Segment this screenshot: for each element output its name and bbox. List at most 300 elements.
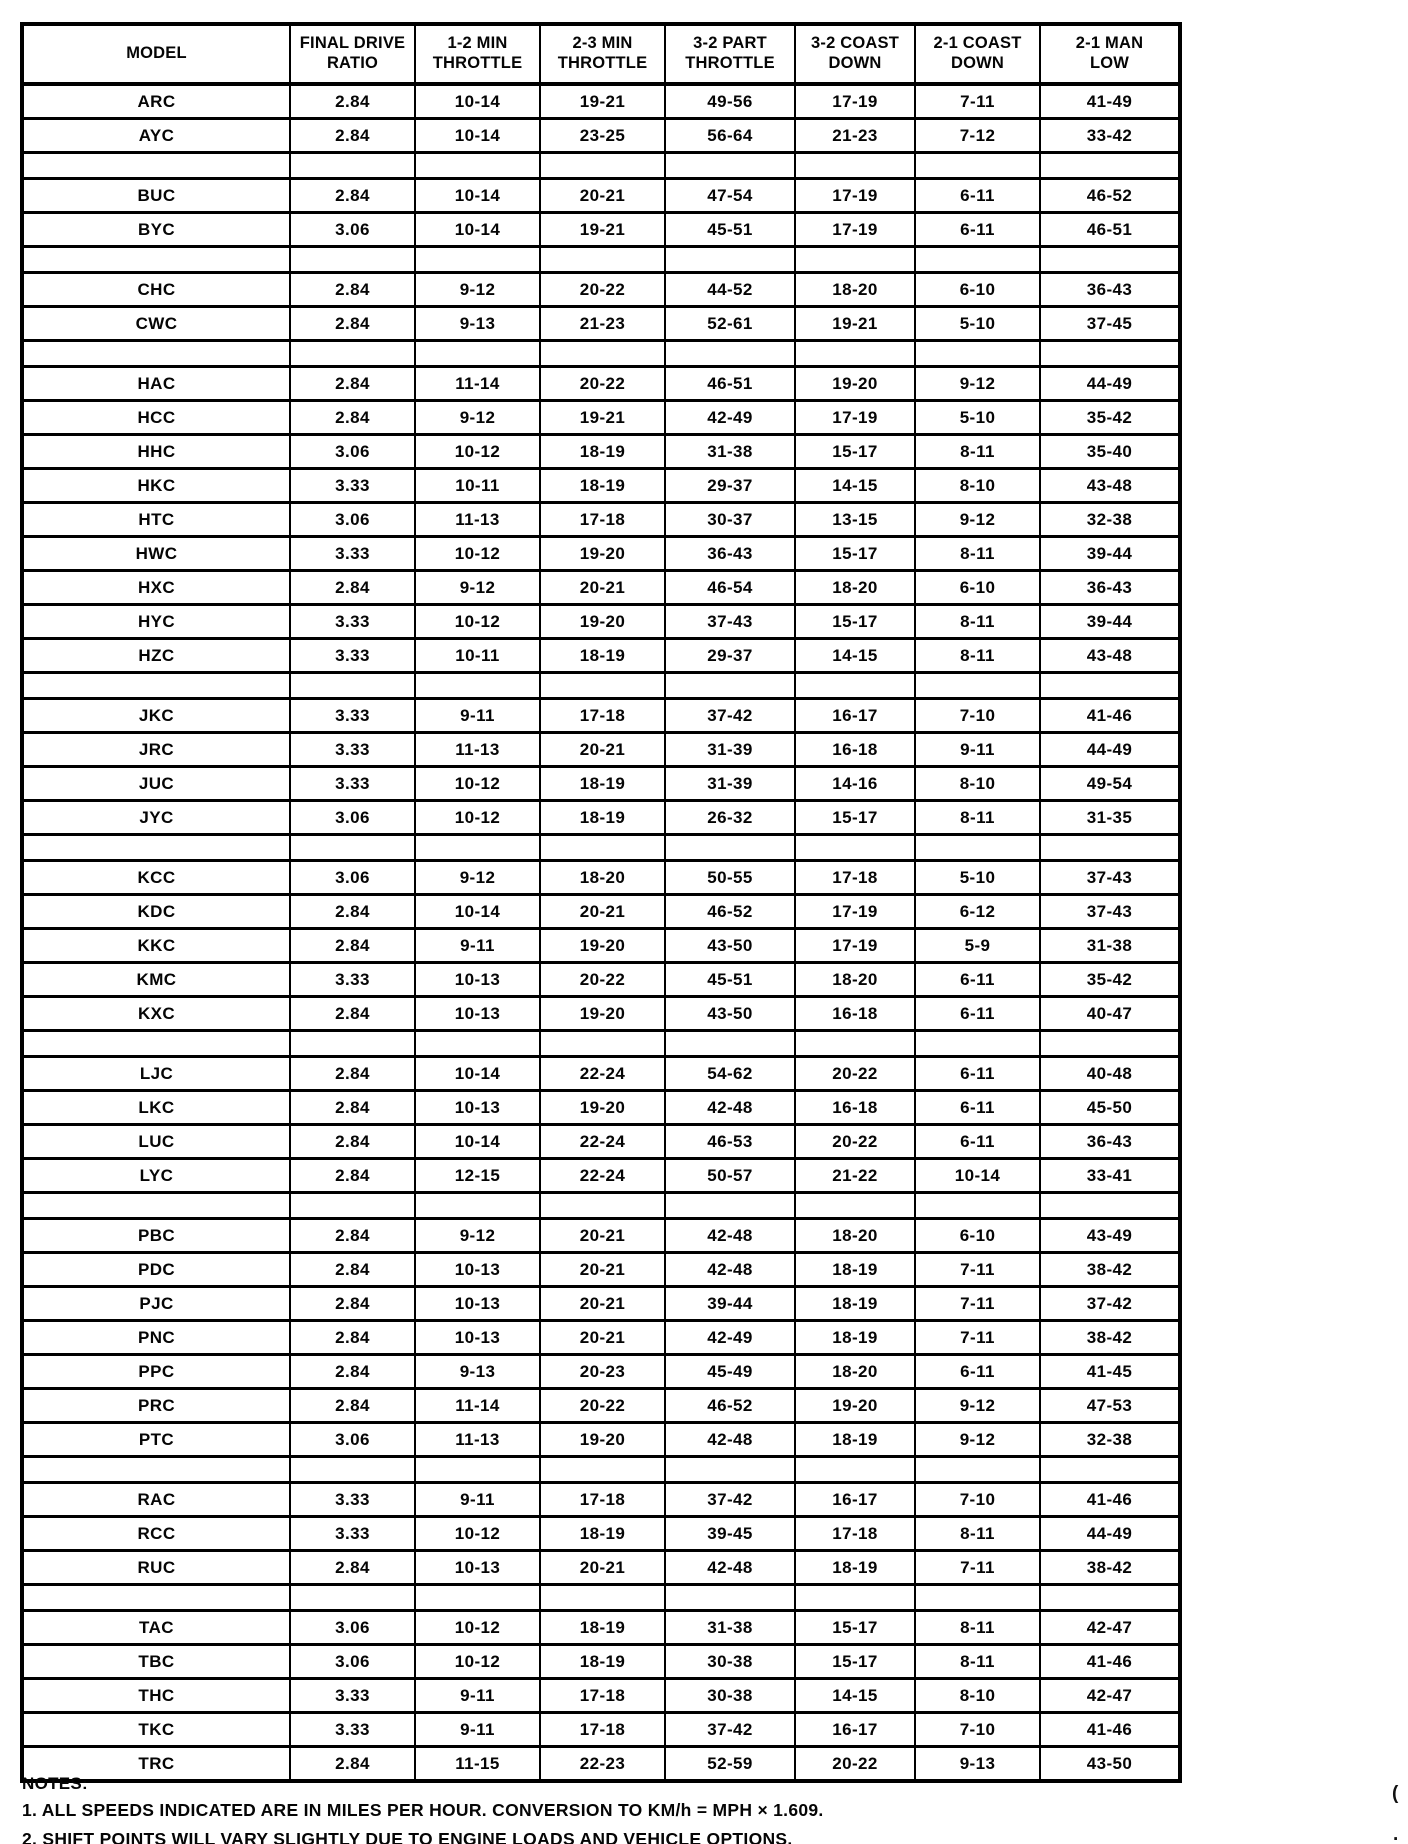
model-cell: LUC	[22, 1125, 290, 1159]
model-cell: KKC	[22, 929, 290, 963]
value-cell: 45-51	[665, 963, 795, 997]
model-cell: CWC	[22, 307, 290, 341]
spacer-cell	[1040, 247, 1180, 273]
value-cell: 10-12	[415, 537, 540, 571]
value-cell: 23-25	[540, 119, 665, 153]
value-cell: 9-12	[915, 367, 1040, 401]
value-cell: 15-17	[795, 537, 915, 571]
value-cell: 10-11	[415, 639, 540, 673]
value-cell: 19-20	[540, 1423, 665, 1457]
spacer-cell	[415, 835, 540, 861]
value-cell: 3.06	[290, 1423, 415, 1457]
value-cell: 6-11	[915, 963, 1040, 997]
value-cell: 10-14	[415, 84, 540, 119]
value-cell: 19-21	[540, 213, 665, 247]
value-cell: 7-10	[915, 1713, 1040, 1747]
model-cell: JKC	[22, 699, 290, 733]
value-cell: 16-17	[795, 1713, 915, 1747]
table-row	[22, 639, 1180, 673]
spacer-cell	[795, 1457, 915, 1483]
spacer-row	[22, 1031, 1180, 1057]
value-cell: 9-11	[415, 1483, 540, 1517]
table-row	[22, 1389, 1180, 1423]
value-cell: 42-47	[1040, 1611, 1180, 1645]
value-cell: 16-17	[795, 1483, 915, 1517]
value-cell: 3.06	[290, 801, 415, 835]
table-row	[22, 179, 1180, 213]
value-cell: 15-17	[795, 435, 915, 469]
model-cell: JYC	[22, 801, 290, 835]
value-cell: 46-52	[665, 1389, 795, 1423]
value-cell: 19-21	[540, 401, 665, 435]
table-row	[22, 307, 1180, 341]
value-cell: 9-13	[915, 1747, 1040, 1782]
value-cell: 9-12	[415, 401, 540, 435]
value-cell: 21-22	[795, 1159, 915, 1193]
value-cell: 3.06	[290, 213, 415, 247]
table-row	[22, 213, 1180, 247]
value-cell: 10-12	[415, 1611, 540, 1645]
value-cell: 3.33	[290, 1713, 415, 1747]
value-cell: 17-18	[540, 1483, 665, 1517]
value-cell: 20-21	[540, 571, 665, 605]
spacer-cell	[665, 1585, 795, 1611]
value-cell: 18-19	[540, 1645, 665, 1679]
value-cell: 37-43	[1040, 861, 1180, 895]
value-cell: 2.84	[290, 929, 415, 963]
value-cell: 20-21	[540, 1321, 665, 1355]
table-row	[22, 1057, 1180, 1091]
model-cell: JUC	[22, 767, 290, 801]
spacer-cell	[22, 153, 290, 179]
column-header-3-2-part-throttle: 3-2 PART THROTTLE	[665, 24, 795, 84]
value-cell: 9-11	[415, 929, 540, 963]
value-cell: 15-17	[795, 801, 915, 835]
value-cell: 18-20	[795, 963, 915, 997]
model-cell: BUC	[22, 179, 290, 213]
value-cell: 18-19	[540, 435, 665, 469]
table-row	[22, 929, 1180, 963]
spacer-cell	[915, 1193, 1040, 1219]
value-cell: 18-20	[795, 273, 915, 307]
model-cell: KCC	[22, 861, 290, 895]
spacer-cell	[915, 1585, 1040, 1611]
value-cell: 45-51	[665, 213, 795, 247]
value-cell: 18-19	[795, 1551, 915, 1585]
value-cell: 10-12	[415, 801, 540, 835]
value-cell: 10-14	[415, 213, 540, 247]
value-cell: 18-19	[540, 767, 665, 801]
value-cell: 20-22	[540, 273, 665, 307]
value-cell: 9-13	[415, 307, 540, 341]
table-row	[22, 1551, 1180, 1585]
table-row	[22, 503, 1180, 537]
value-cell: 32-38	[1040, 1423, 1180, 1457]
model-cell: HTC	[22, 503, 290, 537]
value-cell: 37-42	[1040, 1287, 1180, 1321]
model-cell: HYC	[22, 605, 290, 639]
spacer-cell	[795, 1031, 915, 1057]
value-cell: 3.06	[290, 435, 415, 469]
model-cell: TAC	[22, 1611, 290, 1645]
table-row	[22, 1611, 1180, 1645]
table-row	[22, 1423, 1180, 1457]
value-cell: 17-19	[795, 895, 915, 929]
value-cell: 8-11	[915, 537, 1040, 571]
value-cell: 2.84	[290, 895, 415, 929]
value-cell: 6-10	[915, 273, 1040, 307]
spacer-cell	[415, 341, 540, 367]
value-cell: 15-17	[795, 1611, 915, 1645]
value-cell: 17-19	[795, 179, 915, 213]
model-cell: HHC	[22, 435, 290, 469]
value-cell: 44-52	[665, 273, 795, 307]
value-cell: 2.84	[290, 401, 415, 435]
spacer-cell	[22, 1585, 290, 1611]
value-cell: 15-17	[795, 605, 915, 639]
value-cell: 2.84	[290, 84, 415, 119]
column-header-2-1-coast-down: 2-1 COAST DOWN	[915, 24, 1040, 84]
value-cell: 3.06	[290, 1645, 415, 1679]
value-cell: 7-11	[915, 1551, 1040, 1585]
value-cell: 40-47	[1040, 997, 1180, 1031]
spacer-cell	[1040, 1585, 1180, 1611]
value-cell: 2.84	[290, 179, 415, 213]
value-cell: 9-11	[915, 733, 1040, 767]
value-cell: 31-39	[665, 733, 795, 767]
model-cell: LKC	[22, 1091, 290, 1125]
value-cell: 8-10	[915, 767, 1040, 801]
spacer-row	[22, 1585, 1180, 1611]
spacer-cell	[415, 1193, 540, 1219]
table-row	[22, 1355, 1180, 1389]
value-cell: 37-42	[665, 1713, 795, 1747]
value-cell: 2.84	[290, 1125, 415, 1159]
value-cell: 22-23	[540, 1747, 665, 1782]
value-cell: 37-43	[1040, 895, 1180, 929]
value-cell: 9-12	[915, 1389, 1040, 1423]
spacer-cell	[795, 1585, 915, 1611]
spacer-cell	[540, 835, 665, 861]
value-cell: 10-12	[415, 767, 540, 801]
value-cell: 11-13	[415, 1423, 540, 1457]
notes-section	[22, 1774, 1172, 1844]
value-cell: 2.84	[290, 307, 415, 341]
table-row	[22, 1713, 1180, 1747]
value-cell: 10-11	[415, 469, 540, 503]
value-cell: 18-19	[540, 801, 665, 835]
value-cell: 8-10	[915, 1679, 1040, 1713]
value-cell: 14-15	[795, 1679, 915, 1713]
spacer-cell	[795, 835, 915, 861]
spacer-cell	[290, 1585, 415, 1611]
value-cell: 20-22	[540, 1389, 665, 1423]
spacer-cell	[290, 835, 415, 861]
value-cell: 5-9	[915, 929, 1040, 963]
value-cell: 18-19	[795, 1321, 915, 1355]
table-row	[22, 1219, 1180, 1253]
value-cell: 19-20	[540, 1091, 665, 1125]
spacer-row	[22, 341, 1180, 367]
value-cell: 8-11	[915, 605, 1040, 639]
value-cell: 17-19	[795, 84, 915, 119]
value-cell: 20-22	[795, 1125, 915, 1159]
value-cell: 44-49	[1040, 367, 1180, 401]
value-cell: 11-13	[415, 503, 540, 537]
value-cell: 3.06	[290, 861, 415, 895]
value-cell: 10-14	[415, 1057, 540, 1091]
spacer-cell	[415, 247, 540, 273]
model-cell: RUC	[22, 1551, 290, 1585]
value-cell: 5-10	[915, 307, 1040, 341]
value-cell: 10-14	[415, 1125, 540, 1159]
value-cell: 17-19	[795, 213, 915, 247]
model-cell: PTC	[22, 1423, 290, 1457]
value-cell: 30-38	[665, 1645, 795, 1679]
model-cell: HKC	[22, 469, 290, 503]
spacer-cell	[540, 1457, 665, 1483]
value-cell: 3.33	[290, 1483, 415, 1517]
value-cell: 36-43	[1040, 571, 1180, 605]
table-row	[22, 1679, 1180, 1713]
value-cell: 29-37	[665, 639, 795, 673]
value-cell: 38-42	[1040, 1551, 1180, 1585]
value-cell: 2.84	[290, 119, 415, 153]
value-cell: 41-45	[1040, 1355, 1180, 1389]
spacer-cell	[415, 1457, 540, 1483]
value-cell: 42-48	[665, 1551, 795, 1585]
table-row	[22, 1125, 1180, 1159]
value-cell: 44-49	[1040, 1517, 1180, 1551]
value-cell: 18-19	[795, 1287, 915, 1321]
model-cell: HCC	[22, 401, 290, 435]
value-cell: 7-12	[915, 119, 1040, 153]
value-cell: 47-54	[665, 179, 795, 213]
spacer-cell	[915, 341, 1040, 367]
value-cell: 11-13	[415, 733, 540, 767]
value-cell: 3.33	[290, 699, 415, 733]
value-cell: 33-41	[1040, 1159, 1180, 1193]
value-cell: 14-15	[795, 469, 915, 503]
model-cell: KDC	[22, 895, 290, 929]
spacer-cell	[1040, 1193, 1180, 1219]
value-cell: 2.84	[290, 1057, 415, 1091]
table-row	[22, 1091, 1180, 1125]
model-cell: RCC	[22, 1517, 290, 1551]
table-row	[22, 963, 1180, 997]
value-cell: 18-19	[540, 469, 665, 503]
value-cell: 3.33	[290, 1517, 415, 1551]
model-cell: KMC	[22, 963, 290, 997]
value-cell: 8-11	[915, 1645, 1040, 1679]
value-cell: 15-17	[795, 1645, 915, 1679]
value-cell: 8-11	[915, 639, 1040, 673]
value-cell: 36-43	[1040, 273, 1180, 307]
value-cell: 31-38	[1040, 929, 1180, 963]
value-cell: 20-21	[540, 733, 665, 767]
spacer-cell	[665, 835, 795, 861]
value-cell: 6-11	[915, 1355, 1040, 1389]
table-row	[22, 537, 1180, 571]
value-cell: 46-53	[665, 1125, 795, 1159]
value-cell: 31-38	[665, 1611, 795, 1645]
value-cell: 5-10	[915, 861, 1040, 895]
value-cell: 10-14	[915, 1159, 1040, 1193]
value-cell: 7-11	[915, 84, 1040, 119]
table-row	[22, 401, 1180, 435]
value-cell: 6-11	[915, 997, 1040, 1031]
value-cell: 6-11	[915, 1125, 1040, 1159]
value-cell: 20-22	[795, 1747, 915, 1782]
spacer-cell	[915, 1457, 1040, 1483]
value-cell: 22-24	[540, 1057, 665, 1091]
value-cell: 50-55	[665, 861, 795, 895]
value-cell: 43-50	[665, 929, 795, 963]
value-cell: 42-49	[665, 1321, 795, 1355]
value-cell: 10-13	[415, 1091, 540, 1125]
value-cell: 21-23	[540, 307, 665, 341]
value-cell: 2.84	[290, 1253, 415, 1287]
table-row	[22, 1321, 1180, 1355]
value-cell: 37-45	[1040, 307, 1180, 341]
value-cell: 6-11	[915, 213, 1040, 247]
value-cell: 19-20	[540, 997, 665, 1031]
column-header-1-2-min-throttle: 1-2 MIN THROTTLE	[415, 24, 540, 84]
spacer-cell	[665, 1031, 795, 1057]
value-cell: 3.33	[290, 537, 415, 571]
value-cell: 52-59	[665, 1747, 795, 1782]
value-cell: 7-10	[915, 1483, 1040, 1517]
model-cell: HAC	[22, 367, 290, 401]
value-cell: 16-18	[795, 1091, 915, 1125]
spacer-cell	[665, 153, 795, 179]
model-cell: BYC	[22, 213, 290, 247]
note-line-2: 2. SHIFT POINTS WILL VARY SLIGHTLY DUE TO ENGINE LOADS AND VEHICLE OPTIONS.	[22, 1829, 793, 1844]
value-cell: 11-14	[415, 1389, 540, 1423]
value-cell: 8-11	[915, 1611, 1040, 1645]
value-cell: 38-42	[1040, 1253, 1180, 1287]
value-cell: 45-49	[665, 1355, 795, 1389]
value-cell: 20-21	[540, 1287, 665, 1321]
table-row	[22, 699, 1180, 733]
value-cell: 2.84	[290, 1355, 415, 1389]
value-cell: 16-17	[795, 699, 915, 733]
column-header-2-1-man-low: 2-1 MAN LOW	[1040, 24, 1180, 84]
spacer-cell	[415, 153, 540, 179]
value-cell: 43-48	[1040, 639, 1180, 673]
spacer-cell	[1040, 673, 1180, 699]
value-cell: 8-11	[915, 1517, 1040, 1551]
model-cell: PJC	[22, 1287, 290, 1321]
value-cell: 17-18	[540, 1679, 665, 1713]
value-cell: 18-19	[795, 1423, 915, 1457]
value-cell: 33-42	[1040, 119, 1180, 153]
table-row	[22, 767, 1180, 801]
value-cell: 56-64	[665, 119, 795, 153]
value-cell: 18-19	[540, 639, 665, 673]
value-cell: 22-24	[540, 1125, 665, 1159]
value-cell: 11-15	[415, 1747, 540, 1782]
value-cell: 17-19	[795, 401, 915, 435]
value-cell: 9-11	[415, 1679, 540, 1713]
value-cell: 19-20	[795, 367, 915, 401]
value-cell: 41-46	[1040, 699, 1180, 733]
value-cell: 42-48	[665, 1423, 795, 1457]
model-cell: PNC	[22, 1321, 290, 1355]
value-cell: 42-48	[665, 1091, 795, 1125]
model-cell: AYC	[22, 119, 290, 153]
model-cell: JRC	[22, 733, 290, 767]
value-cell: 2.84	[290, 1091, 415, 1125]
value-cell: 39-44	[1040, 537, 1180, 571]
spacer-cell	[22, 835, 290, 861]
value-cell: 6-10	[915, 571, 1040, 605]
model-cell: TRC	[22, 1747, 290, 1782]
model-cell: ARC	[22, 84, 290, 119]
value-cell: 19-21	[795, 307, 915, 341]
value-cell: 3.33	[290, 1679, 415, 1713]
value-cell: 9-12	[415, 1219, 540, 1253]
value-cell: 32-38	[1040, 503, 1180, 537]
model-cell: HZC	[22, 639, 290, 673]
value-cell: 43-49	[1040, 1219, 1180, 1253]
value-cell: 49-56	[665, 84, 795, 119]
value-cell: 17-18	[540, 503, 665, 537]
spacer-cell	[22, 247, 290, 273]
column-header-3-2-coast-down: 3-2 COAST DOWN	[795, 24, 915, 84]
spacer-cell	[795, 247, 915, 273]
value-cell: 43-50	[1040, 1747, 1180, 1782]
spacer-cell	[915, 673, 1040, 699]
spacer-cell	[795, 153, 915, 179]
value-cell: 20-23	[540, 1355, 665, 1389]
value-cell: 2.84	[290, 1219, 415, 1253]
value-cell: 3.06	[290, 503, 415, 537]
spacer-cell	[290, 1031, 415, 1057]
value-cell: 20-22	[540, 367, 665, 401]
value-cell: 19-20	[795, 1389, 915, 1423]
table-row	[22, 1483, 1180, 1517]
value-cell: 36-43	[1040, 1125, 1180, 1159]
value-cell: 39-45	[665, 1517, 795, 1551]
value-cell: 10-13	[415, 963, 540, 997]
value-cell: 10-13	[415, 997, 540, 1031]
model-cell: LJC	[22, 1057, 290, 1091]
value-cell: 20-21	[540, 895, 665, 929]
value-cell: 37-42	[665, 1483, 795, 1517]
spacer-cell	[415, 673, 540, 699]
value-cell: 19-20	[540, 537, 665, 571]
table-row	[22, 1287, 1180, 1321]
value-cell: 35-40	[1040, 435, 1180, 469]
value-cell: 47-53	[1040, 1389, 1180, 1423]
value-cell: 10-14	[415, 179, 540, 213]
spacer-cell	[415, 1585, 540, 1611]
table-row	[22, 435, 1180, 469]
value-cell: 41-49	[1040, 84, 1180, 119]
spacer-cell	[540, 1193, 665, 1219]
spacer-cell	[540, 1031, 665, 1057]
value-cell: 10-13	[415, 1287, 540, 1321]
value-cell: 37-43	[665, 605, 795, 639]
value-cell: 9-11	[415, 1713, 540, 1747]
value-cell: 45-50	[1040, 1091, 1180, 1125]
model-cell: PRC	[22, 1389, 290, 1423]
value-cell: 52-61	[665, 307, 795, 341]
value-cell: 2.84	[290, 1287, 415, 1321]
spacer-cell	[1040, 153, 1180, 179]
note-line-1: 1. ALL SPEEDS INDICATED ARE IN MILES PER HOUR. CONVERSION TO KM/h = MPH × 1.609.	[22, 1800, 824, 1820]
